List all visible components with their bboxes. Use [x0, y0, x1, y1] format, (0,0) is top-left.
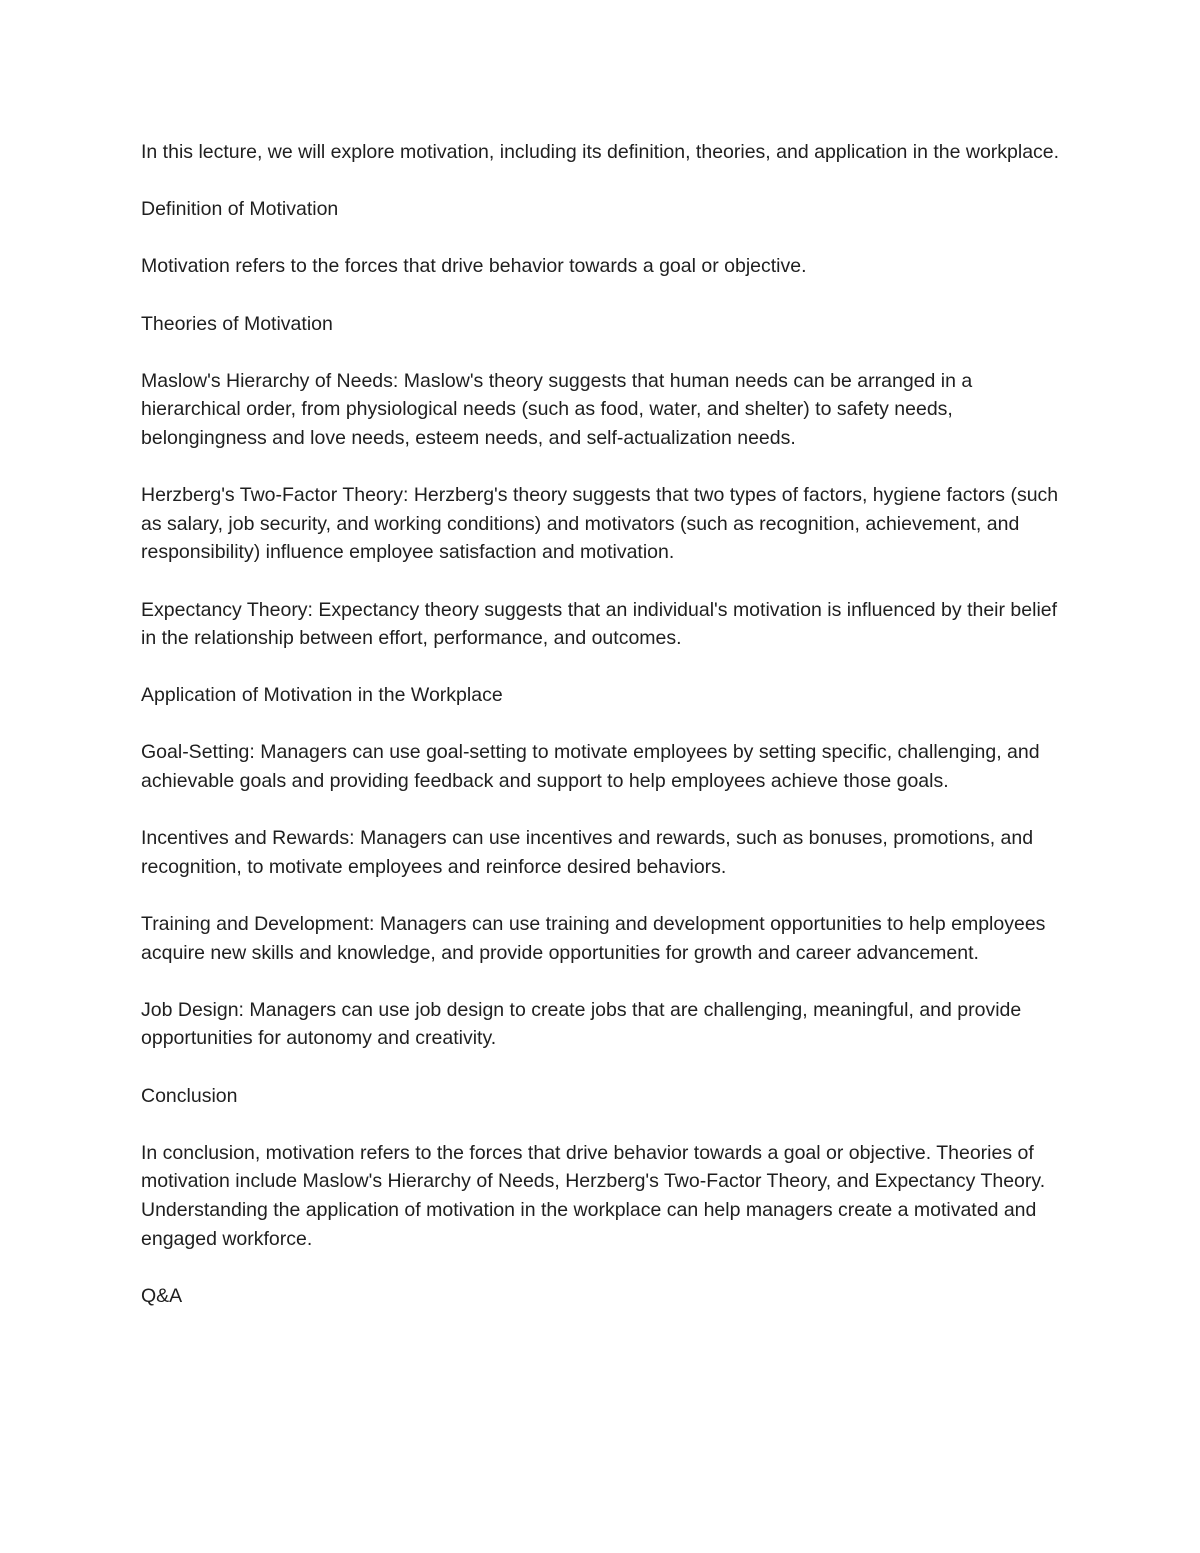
intro-paragraph: In this lecture, we will explore motivation, including its definition, theories, and application in the workplace.: [141, 141, 1060, 163]
herzberg-paragraph: Herzberg's Two-Factor Theory: Herzberg's theory suggests that two types of factors, hygiene factors (such as salary, job security, and working conditions) and motivators (such as recognition, achievement, and responsibility) influence employee satisfaction and motivation.: [141, 484, 1059, 564]
definition-paragraph: Motivation refers to the forces that drive behavior towards a goal or objective.: [141, 255, 807, 278]
incentives-paragraph: Incentives and Rewards: Managers can use incentives and rewards, such as bonuses, promotions, and recognition, to motivate employees and reinforce desired behaviors.: [141, 827, 1034, 878]
goal-setting-paragraph: Goal-Setting: Managers can use goal-setting to motivate employees by setting specific, challenging, and achievable goals and providing feedback and support to help employees achieve those goals.: [141, 741, 1040, 793]
document-page: [141, 138, 1071, 1310]
application-heading: Application of Motivation in the Workplace: [141, 684, 503, 707]
job-design-paragraph: Job Design: Managers can use job design to create jobs that are challenging, meaningful, and provide opportunities for autonomy and creativity.: [141, 998, 1022, 1050]
maslow-paragraph: Maslow's Hierarchy of Needs: Maslow's theory suggests that human needs can be arranged in a hierarchical order, from physiological needs (such as food, water, and shelter) to safety needs, belongingness and love needs, esteem needs, and self-actualization needs.: [141, 369, 973, 449]
theories-heading: Theories of Motivation: [141, 312, 333, 335]
expectancy-paragraph: Expectancy Theory: Expectancy theory suggests that an individual's motivation is influenced by their belief in the relationship between effort, performance, and outcomes.: [141, 598, 1058, 650]
definition-heading: Definition of Motivation: [141, 198, 339, 221]
conclusion-paragraph: In conclusion, motivation refers to the forces that drive behavior towards a goal or objective. Theories of motivation include Maslow's Hierarchy of Needs, Herzberg's Two-Factor Theory, and Expectancy Theory. Understanding the application of motivation in the workplace can help managers create a motivated and engaged workforce.: [141, 1141, 1046, 1250]
training-paragraph: Training and Development: Managers can use training and development opportunities to help employees acquire new skills and knowledge, and provide opportunities for growth and career advancement.: [141, 913, 1046, 964]
conclusion-heading: Conclusion: [141, 1084, 238, 1107]
qa-heading: Q&A: [141, 1284, 183, 1307]
